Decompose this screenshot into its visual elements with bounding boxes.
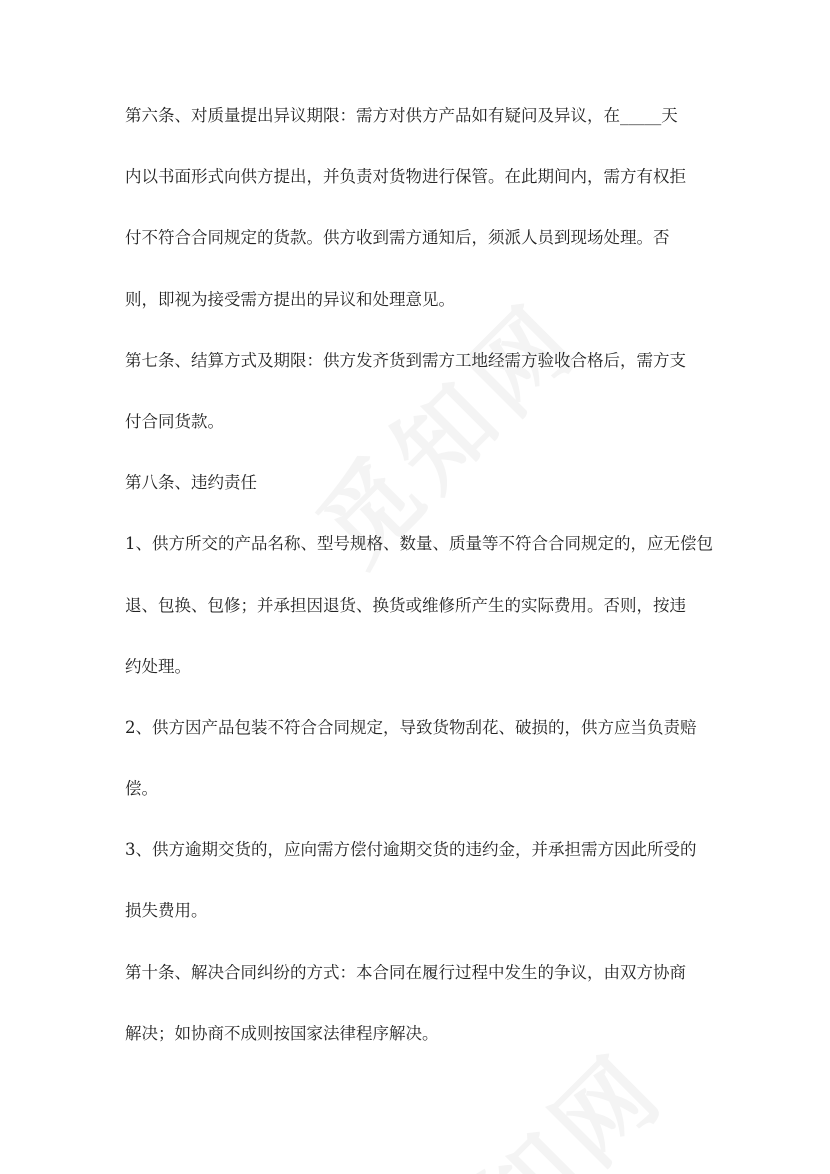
clause-1-line-2: 退、包换、包修；并承担因退货、换货或维修所产生的实际费用。否则，按违 (125, 595, 686, 615)
clause-3-line-2: 损失费用。 (125, 901, 208, 921)
clause-1-line-1: 1、供方所交的产品名称、型号规格、数量、质量等不符合合同规定的，应无偿包 (125, 534, 713, 554)
clause-2-line-2: 偿。 (125, 779, 158, 799)
article-8-heading: 第八条、违约责任 (125, 473, 257, 493)
article-6-line-1: 第六条、对质量提出异议期限：需方对供方产品如有疑问及异议，在_____天 (125, 106, 678, 125)
clause-1-line-3: 约处理。 (125, 656, 191, 676)
article-7-line-1: 第七条、结算方式及期限：供方发齐货到需方工地经需方验收合格后，需方支 (125, 350, 686, 370)
article-10-line-2: 解决；如协商不成则按国家法律程序解决。 (125, 1023, 439, 1043)
article-7-line-2: 付合同货款。 (125, 411, 224, 431)
clause-2-line-1: 2、供方因产品包装不符合合同规定，导致货物刮花、破损的，供方应当负责赔 (125, 717, 697, 737)
document-body (125, 96, 713, 1075)
article-6-line-4: 则，即视为接受需方提出的异议和处理意见。 (125, 289, 455, 309)
article-6-line-2: 内以书面形式向供方提出，并负责对货物进行保管。在此期间内，需方有权拒 (125, 167, 686, 187)
article-6-line-3: 付不符合合同规定的货款。供方收到需方通知后，须派人员到现场处理。否 (125, 228, 670, 248)
article-10-line-1: 第十条、解决合同纠纷的方式：本合同在履行过程中发生的争议，由双方协商 (125, 962, 686, 982)
clause-3-line-1: 3、供方逾期交货的，应向需方偿付逾期交货的违约金，并承担需方因此所受的 (125, 840, 697, 860)
